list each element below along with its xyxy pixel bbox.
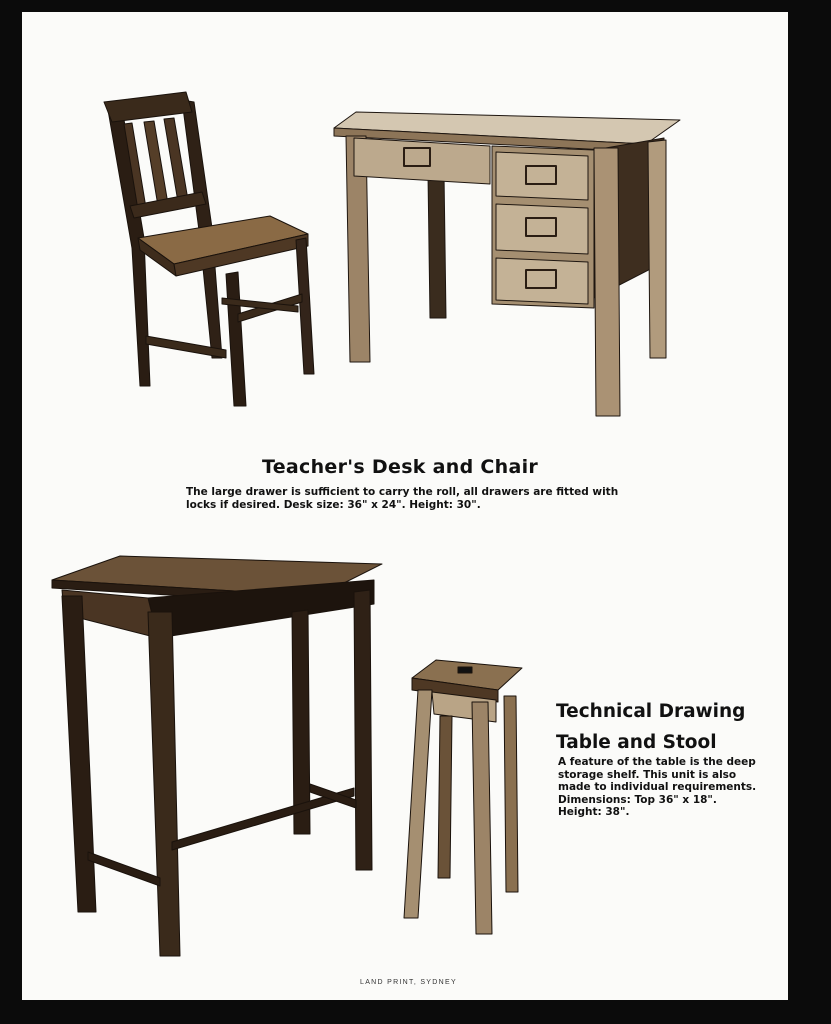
- drawing-table-photo: [48, 552, 384, 958]
- drawing-table-title: [556, 696, 745, 758]
- printer-credit: LAND PRINT, SYDNEY: [360, 979, 457, 986]
- desk-chair-title: Teacher's Desk and Chair: [262, 456, 539, 478]
- desk-chair-caption: The large drawer is sufficient to carry the roll, all drawers are fitted with locks if desired. Desk size: 36" x 24". Height: 30".: [186, 486, 619, 511]
- chair-photo: [102, 88, 317, 408]
- stool-photo: [400, 656, 528, 938]
- catalogue-page: [22, 12, 788, 1000]
- drawing-table-title-line1: Technical Drawing: [556, 701, 746, 722]
- drawing-table-caption: A feature of the table is the deep storage shelf. This unit is also made to individual requirements. Dimensions: Top 36" x 18". Height: 38".: [558, 756, 757, 818]
- desk-photo: [332, 108, 682, 420]
- drawing-table-title-line2: Table and Stool: [556, 732, 717, 753]
